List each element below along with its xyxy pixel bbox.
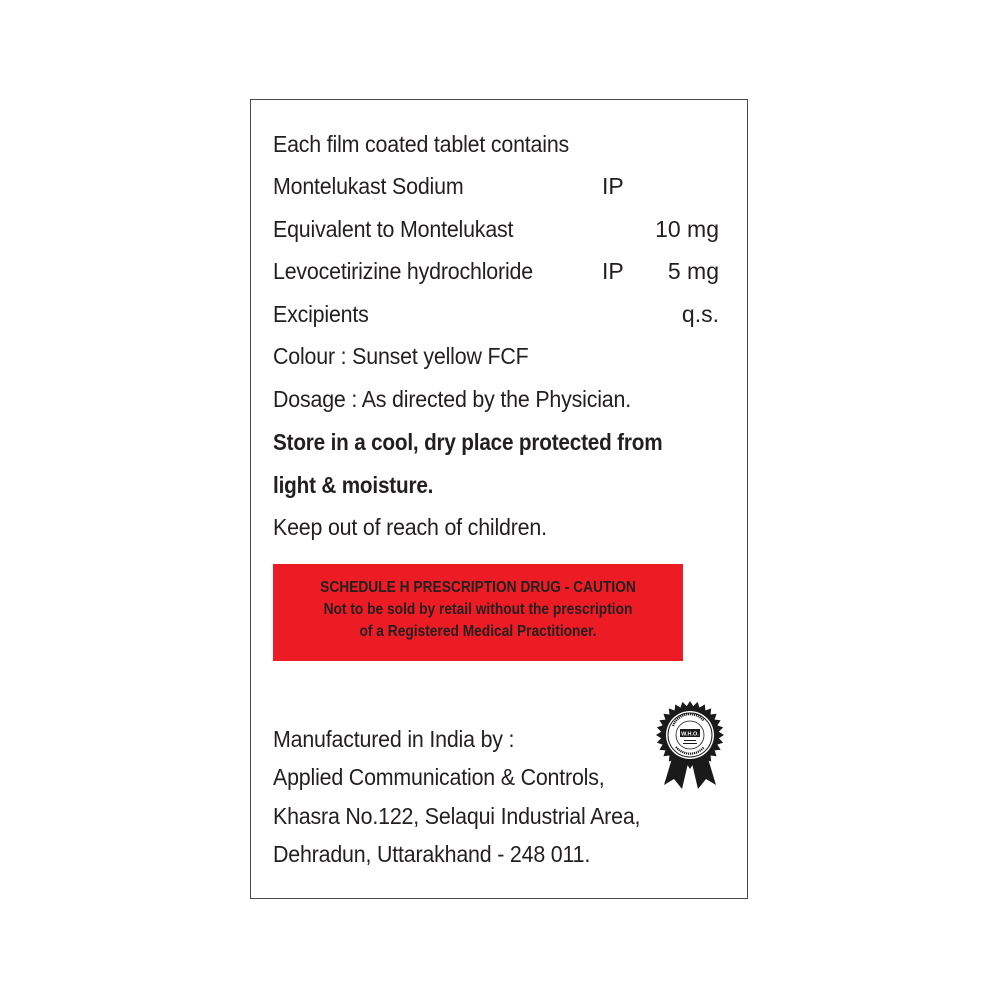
ingredient-standard: IP [602, 258, 624, 284]
manufacturer-address-1: Khasra No.122, Selaqui Industrial Area, [273, 803, 641, 829]
ingredient-standard: IP [602, 173, 624, 199]
schedule-h-caution-box [273, 564, 683, 661]
storage-line-1: Store in a cool, dry place protected from [273, 429, 663, 455]
ingredient-amount: q.s. [681, 301, 719, 327]
caution-line-1: Not to be sold by retail without the prescription [323, 601, 633, 618]
storage-line-2: light & moisture. [273, 472, 434, 498]
seal-text: W.H.O. [681, 731, 699, 738]
caution-title: SCHEDULE H PRESCRIPTION DRUG - CAUTION [320, 579, 636, 596]
who-gmp-rosette-icon [654, 699, 726, 791]
keep-out-line: Keep out of reach of children. [273, 514, 547, 540]
ingredient-amount: 5 mg [667, 258, 719, 284]
composition-heading: Each film coated tablet contains [273, 131, 570, 157]
colour-line: Colour : Sunset yellow FCF [273, 343, 529, 369]
ingredient-name: Equivalent to Montelukast [273, 216, 514, 242]
ingredient-name: Levocetirizine hydrochloride [273, 258, 533, 284]
manufacturer-address-2: Dehradun, Uttarakhand - 248 011. [273, 841, 591, 867]
ingredient-amount: 10 mg [655, 216, 719, 242]
ingredient-name: Excipients [273, 301, 369, 327]
ingredient-name: Montelukast Sodium [273, 173, 464, 199]
caution-line-2: of a Registered Medical Practitioner. [359, 623, 597, 640]
manufacturer-company: Applied Communication & Controls, [273, 764, 605, 790]
dosage-line: Dosage : As directed by the Physician. [273, 386, 631, 412]
manufacturer-intro: Manufactured in India by : [273, 726, 515, 752]
